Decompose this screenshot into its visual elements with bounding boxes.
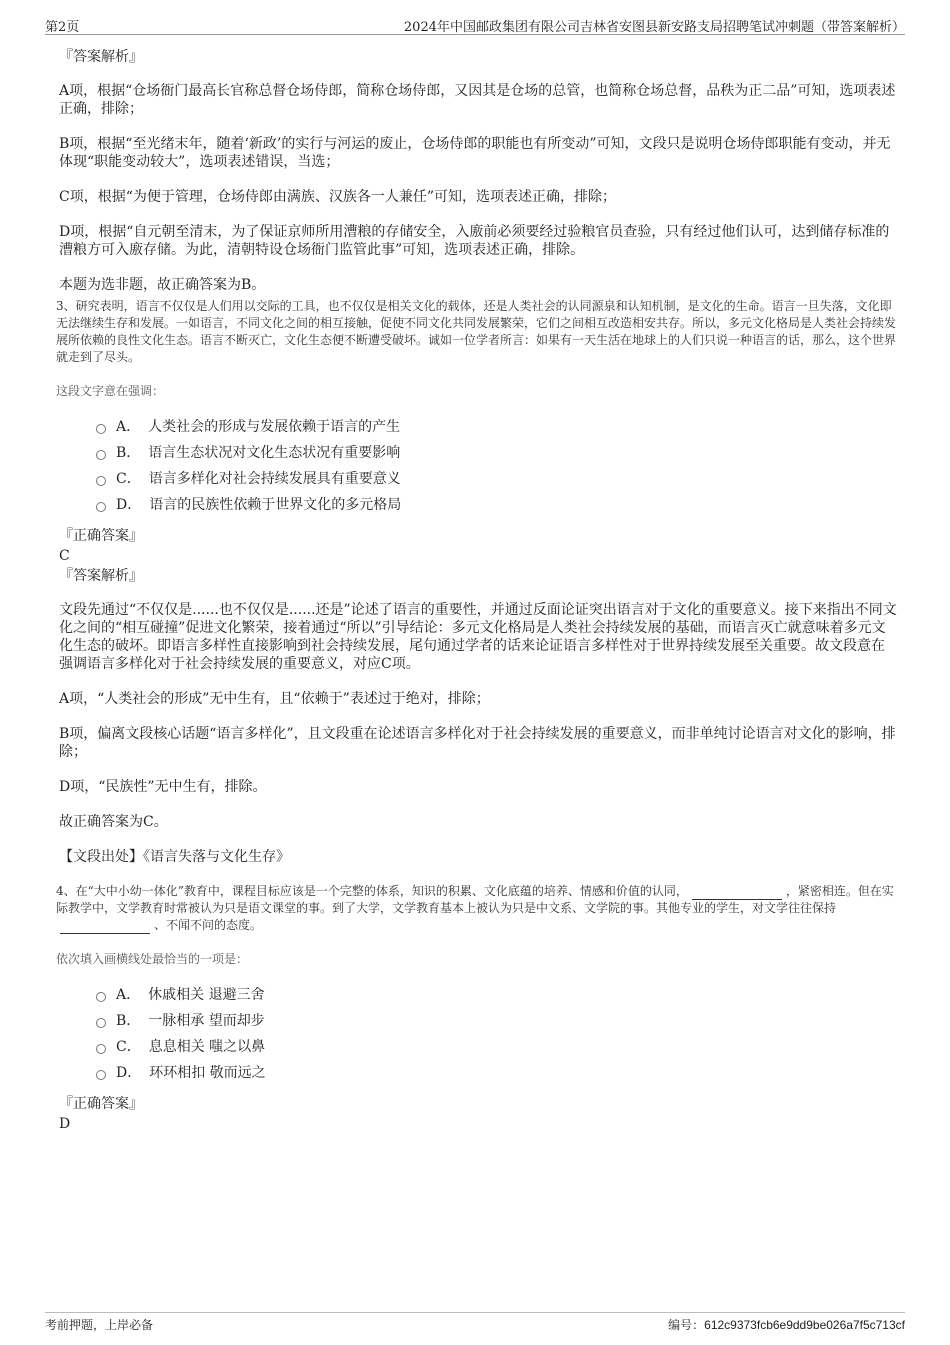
option-letter: C．: [116, 1039, 141, 1055]
radio-icon[interactable]: [96, 450, 106, 460]
main-content: [56, 48, 898, 1135]
option-text: 休戚相关 退避三舍: [148, 987, 265, 1003]
q2-analysis-label: 『答案解析』: [59, 49, 143, 65]
q3-answer: C: [59, 548, 70, 564]
page-header: [45, 14, 905, 35]
option-text: 一脉相承 望而却步: [148, 1013, 265, 1029]
q4-option-d[interactable]: [96, 1064, 898, 1082]
page-footer: [45, 1312, 905, 1332]
q4-answer: D: [59, 1116, 71, 1132]
option-letter: B．: [116, 445, 141, 461]
q3-analysis-main: 文段先通过“不仅仅是......也不仅仅是......还是”论述了语言的重要性，并通过反面论证突出语言对于文化的重要意义。接下来指出不同文化之间的“相互碰撞”促进文化繁荣，接着通过“所以”引导结论：多元文化格局是人类社会持续发展的基础，而语言灭亡就意味着多元文化生态的破坏。即语言多样性直接影响到社会持续发展，尾句通过学者的话来论证语言多样性对于世界持续发展至关重要。故文段意在强调语言多样化对于社会持续发展的重要意义，对应C项。: [59, 602, 897, 672]
radio-icon[interactable]: [96, 502, 106, 512]
q3-conclusion: 故正确答案为C。: [59, 814, 168, 830]
q2-analysis-b: B项，根据“至光绪末年，随着‘新政’的实行与河运的废止，仓场侍郎的职能也有所变动”可知，文段只是说明仓场侍郎职能有变动，并无体现“职能变动较大”，选项表述错误，当选；: [59, 136, 891, 170]
page-number: 第2页: [45, 20, 80, 35]
q4-prompt: 依次填入画横线处最恰当的一项是：: [56, 952, 249, 966]
q3-analysis-label: 『答案解析』: [59, 568, 143, 584]
blank-line: [60, 921, 150, 934]
q4-answer-label: 『正确答案』: [59, 1096, 143, 1112]
q3-option-c[interactable]: [96, 470, 898, 488]
q2-analysis-c: C项，根据“为便于管理，仓场侍郎由满族、汉族各一人兼任”可知，选项表述正确，排除；: [59, 189, 617, 205]
q4-options: [96, 986, 898, 1082]
q3-prompt: 这段文字意在强调：: [56, 384, 165, 398]
option-text: 语言生态状况对文化生态状况有重要影响: [148, 445, 401, 461]
q3-option-d[interactable]: [96, 496, 898, 514]
q4-question-text: 4、在“大中小幼一体化”教育中，课程目标应该是一个完整的体系，知识的积累、文化底蕴的培养、情感和价值的认同， ，紧密相连。但在实际教学中，文学教育时常被认为只是语文课堂的事。到了大学，文学教育基本上被认为只是中文系、文学院的事。其他专业的学生，对文学往往保持、不闻不问的态度。: [56, 884, 894, 932]
radio-icon[interactable]: [96, 1070, 106, 1080]
q4-option-c[interactable]: [96, 1038, 898, 1056]
option-text: 语言的民族性依赖于世界文化的多元格局: [149, 497, 402, 513]
option-text: 息息相关 嗤之以鼻: [148, 1039, 266, 1055]
option-letter: A．: [116, 987, 141, 1003]
q3-analysis-b: B项，偏离文段核心话题“语言多样化”，且文段重在论述语言多样化对于社会持续发展的重要意义，而非单纯讨论语言对文化的影响，排除；: [59, 726, 896, 760]
q3-analysis-a: A项，“人类社会的形成”无中生有，且“依赖于”表述过于绝对，排除；: [59, 691, 490, 707]
option-letter: B．: [116, 1013, 141, 1029]
q3-question-text: 3、研究表明，语言不仅仅是人们用以交际的工具，也不仅仅是相关文化的载体，还是人类社会的认同源泉和认知机制，是文化的生命。语言一旦失落，文化即无法继续生存和发展。一如语言，不同文化之间的相互接触，促使不同文化共同发展繁荣，它们之间相互改造相安共存。所以，多元文化格局是人类社会持续发展所依赖的良性文化生态。语言不断灭亡，文化生态便不断遭受破坏。诚如一位学者所言：如果有一天生活在地球上的人们只说一种语言的话，那么，这个世界就走到了尽头。: [56, 299, 897, 364]
q3-source: 【文段出处】《语言失落与文化生存》: [59, 849, 290, 865]
q3-analysis-d: D项，“民族性”无中生有，排除。: [59, 779, 267, 795]
option-text: 环环相扣 敬而远之: [149, 1065, 266, 1081]
document-code: 编号：612c9373fcb6e9dd9be026a7f5c713cf: [668, 1318, 905, 1332]
q2-conclusion: 本题为选非题，故正确答案为B。: [59, 277, 266, 293]
q2-analysis-a: A项，根据“仓场衙门最高长官称总督仓场侍郎，简称仓场侍郎，又因其是仓场的总管，也简称仓场总督，品秩为正二品”可知，选项表述正确，排除；: [59, 83, 896, 117]
q4-option-b[interactable]: [96, 1012, 898, 1030]
q3-option-a[interactable]: [96, 418, 898, 436]
q3-answer-label: 『正确答案』: [59, 528, 143, 544]
q3-option-b[interactable]: [96, 444, 898, 462]
document-title: 2024年中国邮政集团有限公司吉林省安图县新安路支局招聘笔试冲刺题（带答案解析）: [403, 20, 905, 35]
option-letter: D．: [116, 1065, 142, 1081]
radio-icon[interactable]: [96, 424, 106, 434]
radio-icon[interactable]: [96, 1044, 106, 1054]
q2-analysis-d: D项，根据“自元朝至清末，为了保证京师所用漕粮的存储安全，入廒前必须要经过验粮官员查验，只有经过他们认可，达到储存标准的漕粮方可入廒存储。为此，清朝特设仓场衙门监管此事”可知，选项表述正确，排除。: [59, 224, 890, 258]
option-letter: D．: [116, 497, 142, 513]
footer-slogan: 考前押题，上岸必备: [45, 1318, 154, 1332]
option-letter: C．: [116, 471, 141, 487]
option-letter: A．: [116, 419, 141, 435]
q4-option-a[interactable]: [96, 986, 898, 1004]
blank-line: [692, 887, 782, 900]
radio-icon[interactable]: [96, 476, 106, 486]
radio-icon[interactable]: [96, 1018, 106, 1028]
q3-options: [96, 418, 898, 514]
radio-icon[interactable]: [96, 992, 106, 1002]
option-text: 语言多样化对社会持续发展具有重要意义: [148, 471, 401, 487]
option-text: 人类社会的形成与发展依赖于语言的产生: [148, 419, 401, 435]
